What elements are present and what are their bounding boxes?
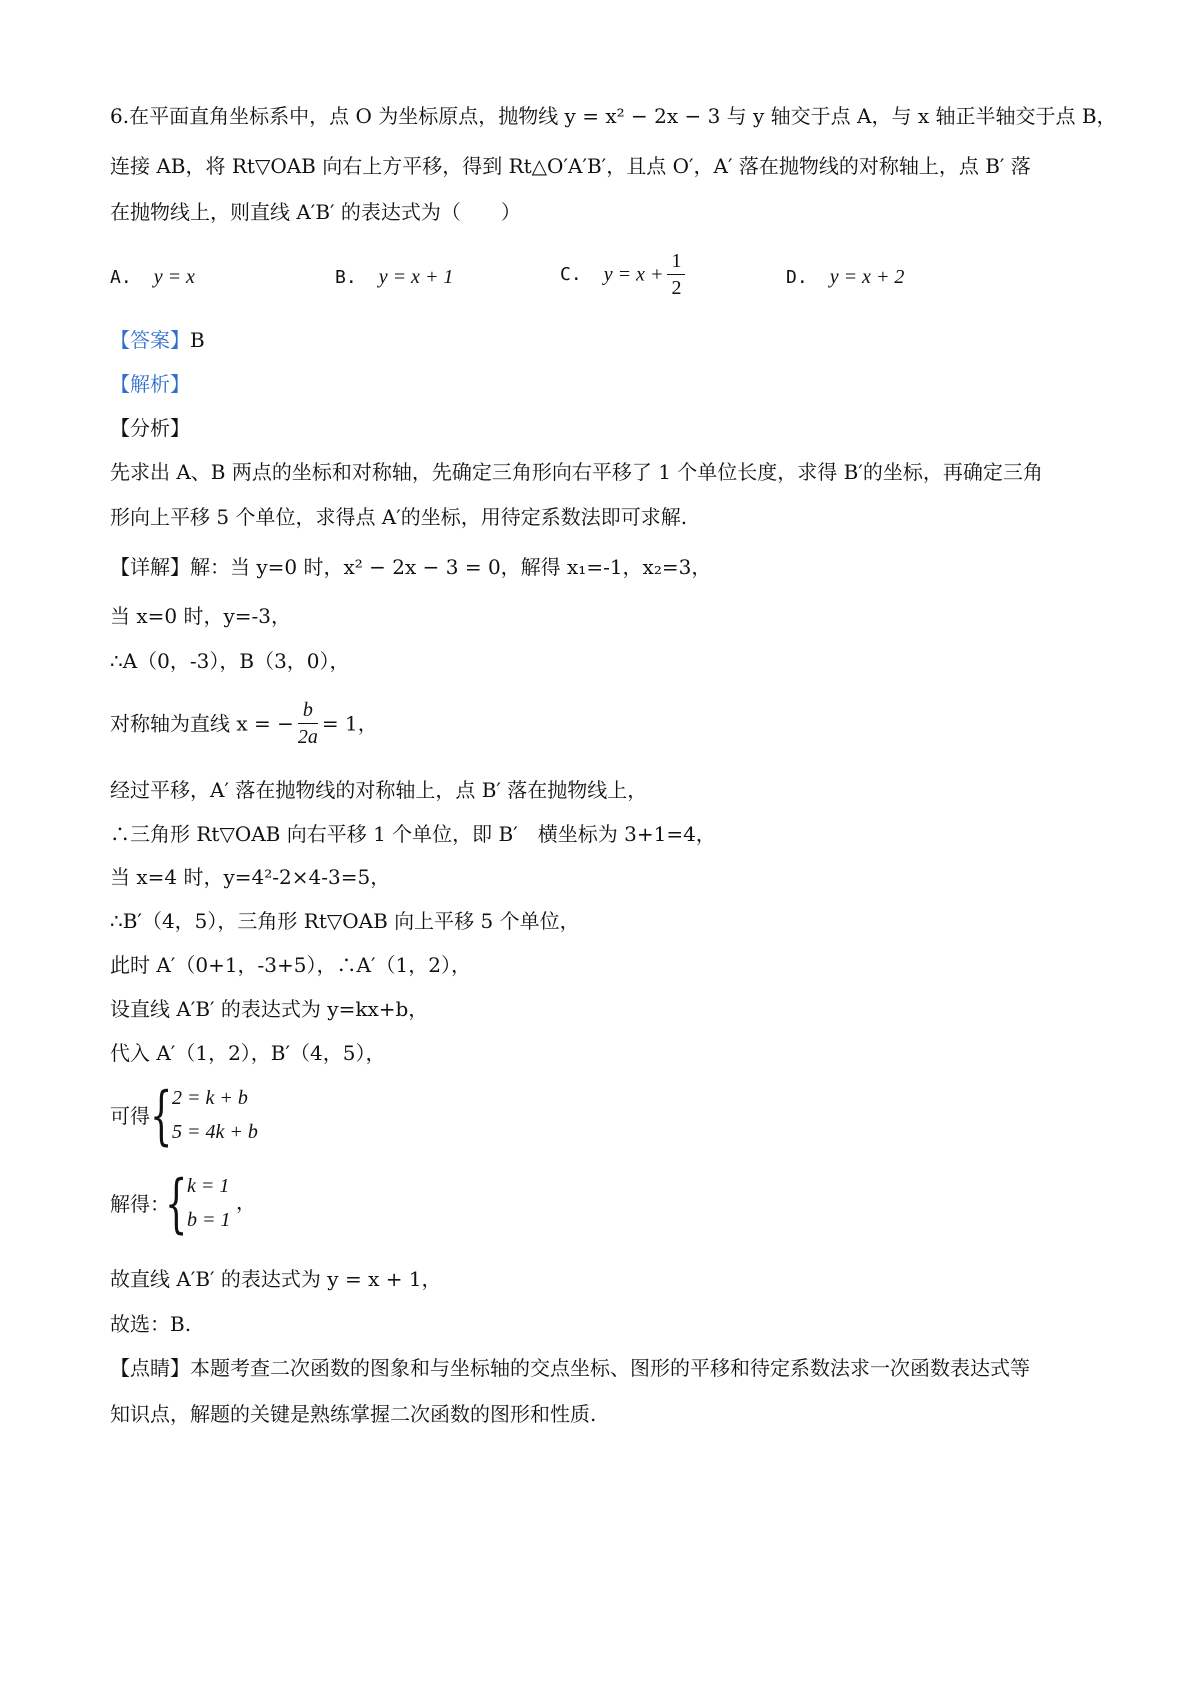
axis-result: = 1， [321,711,378,736]
detail-line-10: 设直线 A′B′ 的表达式为 y=kx+b， [110,997,429,1021]
comment-text-1: 本题考查二次函数的图象和与坐标轴的交点坐标、图形的平移和待定系数法求一次函数表达式等 [190,1356,1030,1380]
option-b [335,262,453,292]
fenxi-line-2: 形向上平移 5 个单位，求得点 A′的坐标，用待定系数法即可求解. [110,505,688,529]
axis-text: 对称轴为直线 x = − [110,711,294,736]
option-a-label: A. [110,267,132,288]
detail-line-11: 代入 A′（1，2），B′（4，5）， [110,1041,386,1065]
system-2-eq-1: k = 1 [187,1175,230,1197]
detail-line-3: ∴A（0，-3），B（3，0）， [110,649,350,673]
detail-line-6: ∴三角形 Rt▽OAB 向右平移 1 个单位，即 B′ 横坐标为 3+1=4， [110,822,716,846]
system-2-comma: ， [236,1190,256,1214]
axis-numerator: b [298,697,318,724]
detail-line-7: 当 x=4 时，y=4²-2×4-3=5， [110,865,391,889]
system-1-eq-1: 2 = k + b [172,1087,248,1109]
option-c-label: C. [560,263,582,285]
option-d-expr: y = x + 2 [829,266,905,288]
detail-line-15: 故选：B. [110,1312,192,1336]
fenxi-line-1: 先求出 A、B 两点的坐标和对称轴，先确定三角形向右平移了 1 个单位长度，求得 B′的坐标，再确定三角 [110,460,1043,484]
system-1-eq-2: 5 = 4k + b [172,1121,258,1143]
question-line-2: 连接 AB，将 Rt▽OAB 向右上方平移，得到 Rt△O′A′B′，且点 O′，A′ 落在抛物线的对称轴上，点 B′ 落 [110,154,1031,178]
system-2-eq-2: b = 1 [187,1209,231,1231]
system-2-brace: { [165,1167,188,1241]
detail-line-9: 此时 A′（0+1，-3+5），∴A′（1，2）， [110,953,471,977]
comment-line-1 [110,1354,1030,1382]
answer-tag: 【答案】 [110,328,190,352]
option-c-denominator: 2 [671,277,682,299]
option-c-numerator: 1 [667,248,685,275]
fenxi-tag: 【分析】 [110,416,190,440]
detail-line-14: 故直线 A′B′ 的表达式为 y = x + 1， [110,1267,442,1291]
axis-fraction [298,697,318,750]
axis-denominator: 2a [297,726,318,748]
system-1-brace: { [150,1079,173,1153]
option-c-expr: y = x + [603,263,664,286]
detail-line-2: 当 x=0 时，y=-3， [110,604,292,628]
option-d [786,262,904,292]
comment-tag: 【点睛】 [110,1356,190,1380]
detail-line-8: ∴B′（4，5），三角形 Rt▽OAB 向上平移 5 个单位， [110,909,580,933]
answer-line [110,326,205,354]
option-c [560,248,689,301]
detail-line-4 [110,697,378,750]
system-2-label: 解得： [110,1192,170,1216]
question-line-3: 在抛物线上，则直线 A′B′ 的表达式为（ ） [110,200,521,224]
detail-line-5: 经过平移，A′ 落在抛物线的对称轴上，点 B′ 落在抛物线上， [110,778,648,802]
option-b-expr: y = x + 1 [378,266,454,288]
option-b-label: B. [335,267,357,288]
option-a [110,262,195,292]
answer-value: B [190,328,205,352]
comment-line-2: 知识点，解题的关键是熟练掌握二次函数的图形和性质. [110,1402,597,1426]
option-c-fraction [667,248,685,301]
option-d-label: D. [786,267,808,288]
system-1-label: 可得 [110,1104,150,1128]
detail-line-1: 【详解】解：当 y=0 时，x² − 2x − 3 = 0，解得 x₁=-1，x₂=3， [110,555,712,579]
option-a-expr: y = x [153,266,195,288]
analysis-tag: 【解析】 [110,372,190,396]
question-line-1: 6.在平面直角坐标系中，点 O 为坐标原点，抛物线 y = x² − 2x − 3 与 y 轴交于点 A，与 x 轴正半轴交于点 B， [110,104,1117,128]
